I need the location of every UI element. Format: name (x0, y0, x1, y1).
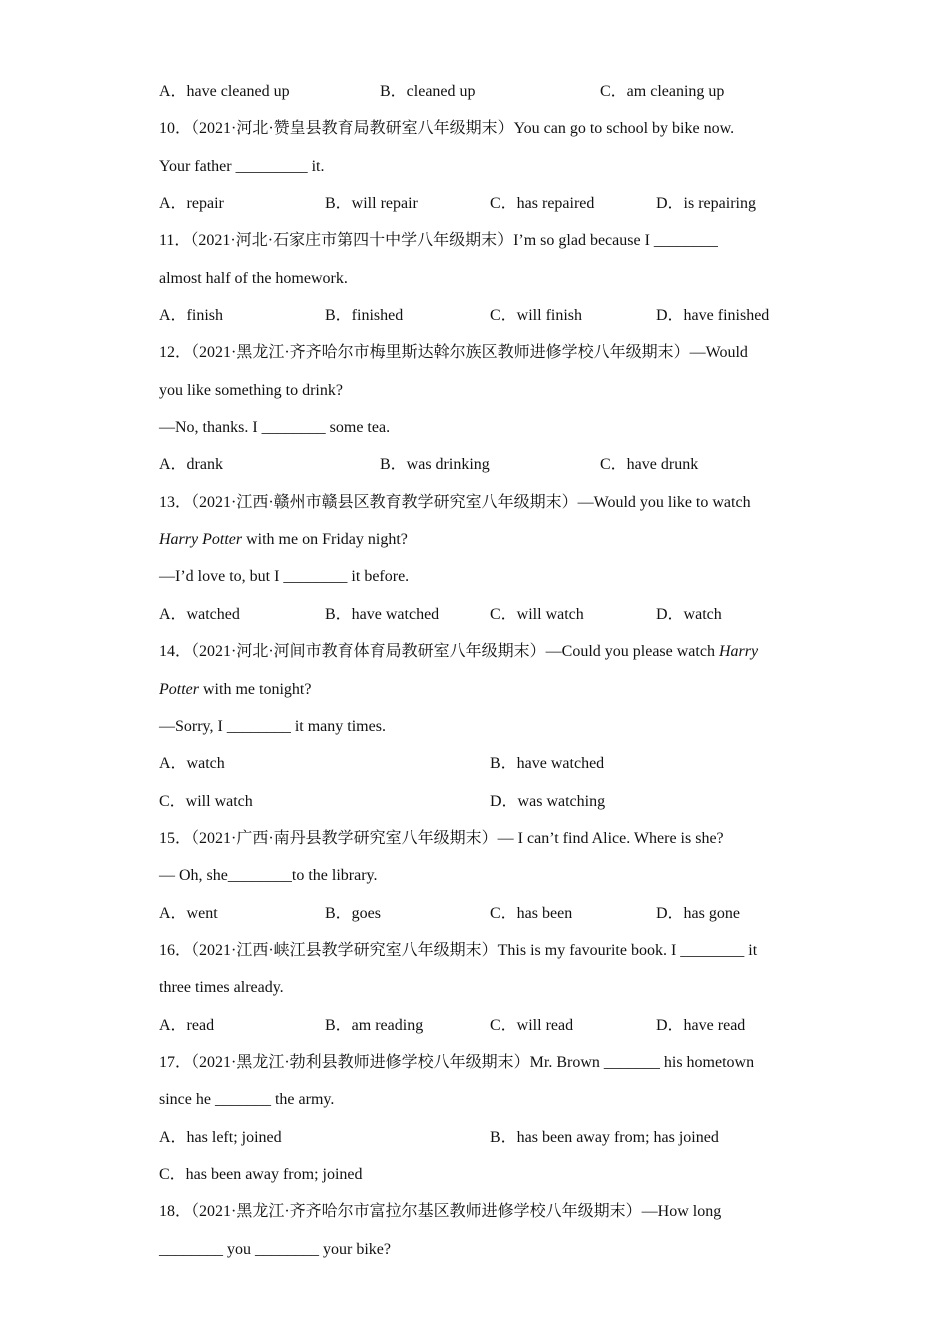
question-13-stem: 13．（2021·江西·赣州市赣县区教育教学研究室八年级期末）—Would you like to watch (159, 494, 751, 511)
stem-text: with me on Friday night? (242, 531, 408, 548)
option-a: A．went (159, 905, 218, 922)
option-c: C．am cleaning up (600, 83, 725, 100)
option-a: A．repair (159, 195, 224, 212)
question-10-stem: 10．（2021·河北·赞皇县教育局教研室八年级期末）You can go to school by bike now. (159, 120, 735, 137)
question-12-stem: 12．（2021·黑龙江·齐齐哈尔市梅里斯达斡尔族区教师进修学校八年级期末）—Would (159, 344, 748, 361)
question-10-stem-cont: Your father _________ it. (159, 158, 325, 175)
option-b: B．will repair (325, 195, 418, 212)
question-12-dialogue: —No, thanks. I ________ some tea. (159, 419, 391, 436)
question-17-stem-cont: since he _______ the army. (159, 1091, 335, 1108)
option-b: B．finished (325, 307, 404, 324)
option-d: D．is repairing (656, 195, 756, 212)
option-a: A．has left; joined (159, 1129, 282, 1146)
option-b: B．have watched (325, 606, 440, 623)
option-c: C．will finish (490, 307, 583, 324)
book-title: Harry Potter (159, 531, 243, 548)
option-a: A．have cleaned up (159, 83, 290, 100)
question-16-stem-cont: three times already. (159, 979, 284, 996)
option-b: B．goes (325, 905, 382, 922)
question-16-stem: 16．（2021·江西·峡江县教学研究室八年级期末）This is my favourite book. I ________ it (159, 942, 758, 959)
question-13-stem-cont (159, 530, 408, 550)
option-d: D．has gone (656, 905, 740, 922)
option-b: B．has been away from; has joined (490, 1129, 719, 1146)
option-d: D．was watching (490, 793, 606, 810)
question-18-stem-cont: ________ you ________ your bike? (159, 1241, 391, 1258)
option-c: C．will watch (159, 793, 253, 810)
option-c: C．will read (490, 1017, 574, 1034)
question-14-stem (159, 642, 758, 662)
option-b: B．cleaned up (380, 83, 476, 100)
question-14-dialogue: —Sorry, I ________ it many times. (159, 718, 386, 735)
option-a: A．watch (159, 755, 225, 772)
question-18-stem: 18．（2021·黑龙江·齐齐哈尔市富拉尔基区教师进修学校八年级期末）—How long (159, 1203, 722, 1220)
option-a: A．watched (159, 606, 240, 623)
option-c: C．has been away from; joined (159, 1166, 363, 1183)
option-d: D．have finished (656, 307, 770, 324)
option-d: D．have read (656, 1017, 746, 1034)
stem-text: with me tonight? (199, 681, 312, 698)
question-15-stem: 15．（2021·广西·南丹县教学研究室八年级期末）— I can’t find Alice. Where is she? (159, 830, 724, 847)
option-c: C．has been (490, 905, 573, 922)
question-11-stem: 11．（2021·河北·石家庄市第四十中学八年级期末）I’m so glad because I ________ (159, 232, 718, 249)
option-c: C．will watch (490, 606, 584, 623)
book-title: Harry (718, 643, 759, 660)
option-a: A．drank (159, 456, 223, 473)
stem-text: 14．（2021·河北·河间市教育体育局教研室八年级期末）—Could you please watch (159, 643, 719, 660)
option-b: B．have watched (490, 755, 605, 772)
question-13-dialogue: —I’d love to, but I ________ it before. (159, 568, 410, 585)
question-11-stem-cont: almost half of the homework. (159, 270, 348, 287)
option-d: D．watch (656, 606, 722, 623)
option-c: C．has repaired (490, 195, 595, 212)
question-15-dialogue: — Oh, she________to the library. (159, 867, 378, 884)
question-17-stem: 17．（2021·黑龙江·勃利县教师进修学校八年级期末）Mr. Brown _______ his hometown (159, 1054, 755, 1071)
option-a: A．finish (159, 307, 224, 324)
question-12-stem-cont: you like something to drink? (159, 382, 343, 399)
option-c: C．have drunk (600, 456, 699, 473)
question-14-stem-cont (159, 680, 311, 700)
option-b: B．was drinking (380, 456, 490, 473)
option-a: A．read (159, 1017, 215, 1034)
book-title: Potter (159, 681, 199, 698)
option-b: B．am reading (325, 1017, 424, 1034)
